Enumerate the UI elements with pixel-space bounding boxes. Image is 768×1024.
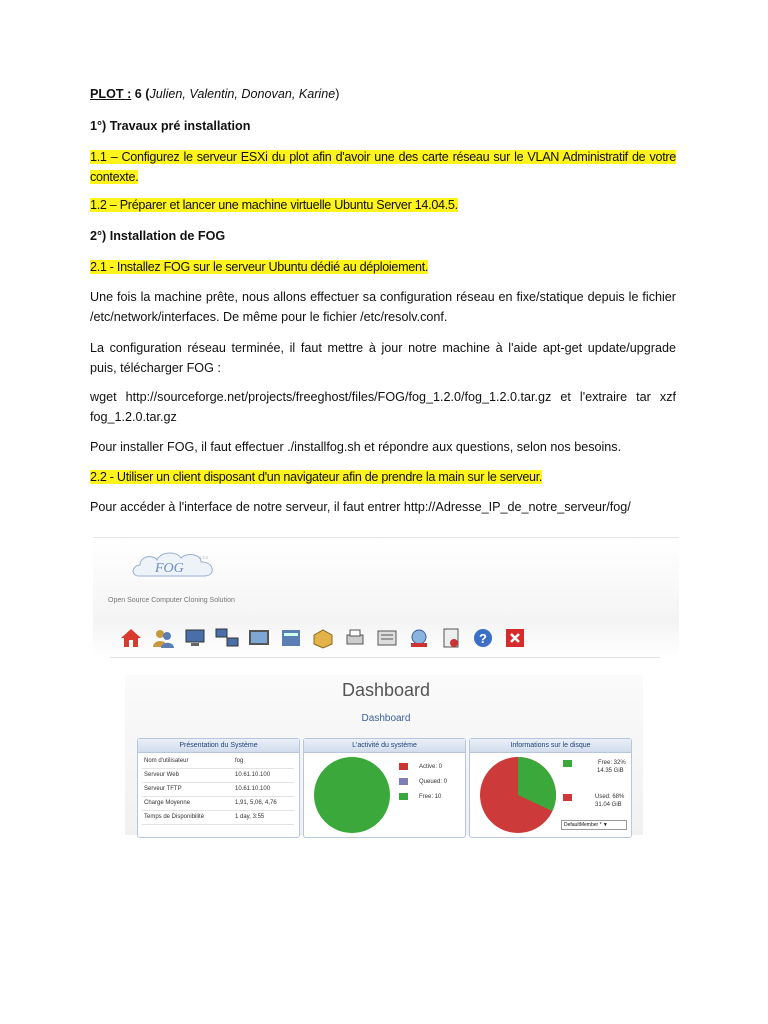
dashboard-subtitle: Dashboard [361,713,411,724]
system-overview-value: 1 day, 3:55 [235,814,265,820]
activity-legend-label: Active: 0 [419,764,443,770]
section-2-title: 2°) Installation de FOG [90,229,226,243]
system-overview-row [142,755,294,769]
paragraph-install: Pour installer FOG, il faut effectuer ./installfog.sh et répondre aux questions, selon nos besoins. [90,440,622,454]
task-2-1 [90,257,676,277]
fog-logo-text: FOG [155,561,184,576]
host-icon[interactable] [183,627,207,649]
plot-close: ) [335,87,340,101]
panel-disk-info [469,738,632,838]
plot-line [90,84,676,104]
system-overview-row [142,783,294,797]
system-overview-key: Serveur Web [144,772,179,778]
service-icon[interactable] [375,627,399,649]
system-overview-value: 10.61.10.100 [235,786,271,792]
menu-separator [110,657,660,658]
panel-system-overview-title: Présentation du Système [138,739,299,753]
fog-version: 1.2.0 [199,555,208,560]
system-overview-row [142,769,294,783]
activity-legend-label: Queued: 0 [419,779,448,785]
disk-used-size: 31.04 GiB [595,802,622,808]
task-1-2-text: 1.2 – Préparer et lancer une machine virtuelle Ubuntu Server 14.04.5. [90,198,458,212]
help-icon[interactable] [471,627,495,649]
disk-pie-chart [478,756,558,834]
fog-dashboard-screenshot [93,537,679,839]
system-overview-key: Serveur TFTP [144,786,182,792]
task-icon[interactable] [407,627,431,649]
fog-logo [129,548,225,584]
panel-system-activity-title: L'activité du système [304,739,465,753]
disk-used-label: Used: 68% [595,794,625,800]
task-1-1-text: 1.1 – Configurez le serveur ESXi du plot afin d'avoir une des carte réseau sur le VLAN Administratif de votre contexte. [90,150,676,184]
task-2-2 [90,467,676,487]
panel-system-overview [137,738,300,838]
system-overview-value: fog [235,758,244,764]
paragraph-update: La configuration réseau terminée, il faut mettre à jour notre machine à l'aide apt-get update/upgrade puis, télécharger FOG : [90,341,676,375]
panel-disk-info-title: Informations sur le disque [470,739,631,753]
system-overview-key: Charge Moyenne [144,800,191,806]
home-icon[interactable] [119,627,143,649]
storage-node-select[interactable]: DefaultMember * ▼ [561,820,627,830]
section-1-title: 1°) Travaux pré installation [90,119,251,133]
system-overview-row [142,811,294,825]
image-icon[interactable] [247,627,271,649]
disk-free-label: Free: 32% [598,760,626,766]
panel-system-activity [303,738,466,838]
task-2-2-text: 2.2 - Utiliser un client disposant d'un navigateur afin de prendre la main sur le serveur. [90,470,543,484]
activity-legend-swatch [399,763,408,770]
disk-free-swatch [563,760,572,767]
snapin-icon[interactable] [311,627,335,649]
storage-icon[interactable] [279,627,303,649]
plot-number: 6 ( [131,87,150,101]
printer-icon[interactable] [343,627,367,649]
task-2-1-text: 2.1 - Installez FOG sur le serveur Ubuntu dédié au déploiement. [90,260,429,274]
activity-pie-chart [312,756,392,834]
svg-text:?: ? [479,631,487,646]
activity-pie-free-slice [314,757,390,833]
fog-tagline: Open Source Computer Cloning Solution [108,597,235,604]
task-1-2 [90,195,676,215]
task-1-1 [90,147,676,187]
system-overview-table [142,755,294,825]
fog-menu [113,627,613,651]
plot-names: Julien, Valentin, Donovan, Karine [149,87,336,101]
report-icon[interactable] [439,627,463,649]
system-overview-key: Temps de Disponibilité [144,814,205,820]
paragraph-network-config: Une fois la machine prête, nous allons effectuer sa configuration réseau en fixe/statique depuis le fichier /etc/network/interfaces. De même pour le fichier /etc/resolv.conf. [90,290,676,324]
system-overview-row [142,797,294,811]
activity-legend-swatch [399,778,408,785]
disk-used-swatch [563,794,572,801]
dashboard-title: Dashboard [341,680,431,700]
paragraph-wget: wget http://sourceforge.net/projects/freeghost/files/FOG/fog_1.2.0/fog_1.2.0.tar.gz et l'extraire tar xzf fog_1.2.0.tar.gz [90,390,676,424]
system-overview-key: Nom d'utilisateur [144,758,189,764]
activity-legend-swatch [399,793,408,800]
users-icon[interactable] [151,627,175,649]
logout-icon[interactable] [503,627,527,649]
system-overview-value: 1,91, 5,06, 4,76 [235,800,277,806]
disk-free-size: 14.35 GiB [597,768,624,774]
plot-label: PLOT : [90,87,132,101]
storage-node-select-value: DefaultMember * [564,822,602,828]
system-overview-value: 10.61.10.100 [235,772,271,778]
activity-legend-label: Free: 10 [419,794,442,800]
paragraph-access: Pour accéder à l'interface de notre serveur, il faut entrer http://Adresse_IP_de_notre_serveur/fog/ [90,500,631,514]
group-icon[interactable] [215,627,239,649]
document-body [90,84,676,527]
